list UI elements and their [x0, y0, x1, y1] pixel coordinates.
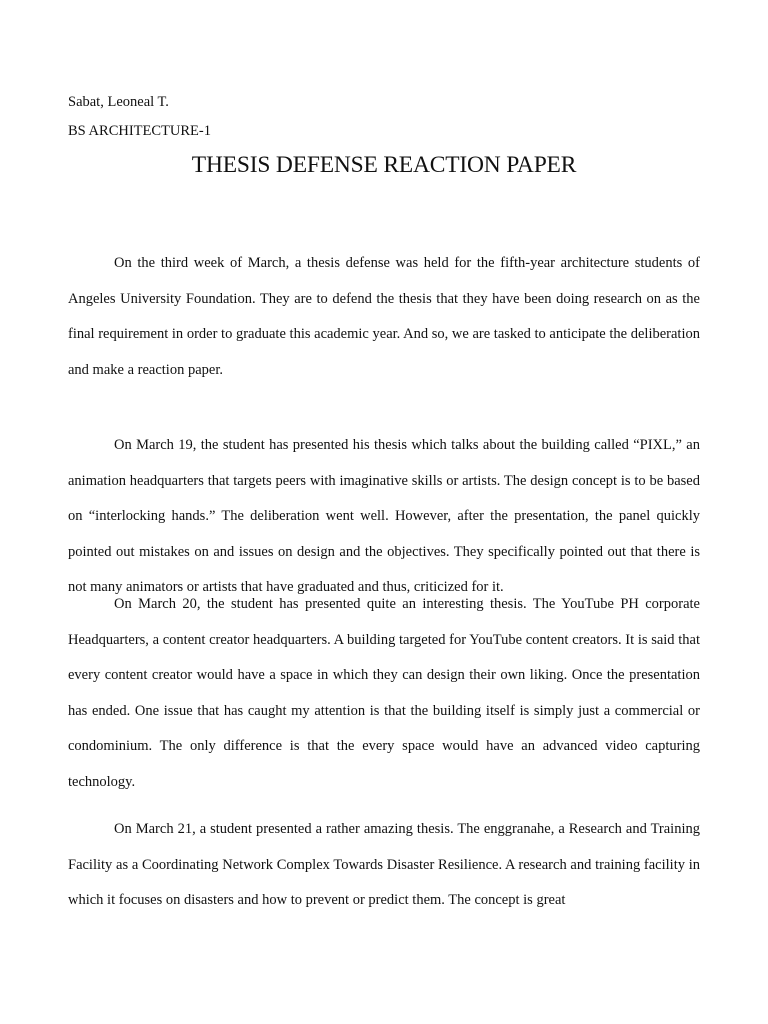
- course-label: BS ARCHITECTURE-1: [68, 123, 211, 139]
- document-title: THESIS DEFENSE REACTION PAPER: [191, 152, 577, 178]
- paragraph-march-19: On March 19, the student has presented his thesis which talks about the building called “PIXL,” an animation headquarters that targets peers with imaginative skills or artists. The design concept is to be based on “interlocking hands.” The deliberation went well. However, after the presentation, the panel quickly pointed out mistakes on and issues on design and the objectives. They specifically pointed out that there is not many animators or artists that have graduated and thus, criticized for it.: [68, 437, 700, 596]
- author-name: Sabat, Leoneal T.: [68, 94, 169, 110]
- paragraph-march-20: On March 20, the student has presented quite an interesting thesis. The YouTube PH corporate Headquarters, a content creator headquarters. A building targeted for YouTube content creators. It is said that every content creator would have a space in which they can design their own liking. Once the presentation has ended. One issue that has caught my attention is that the building itself is simply just a commercial or condominium. The only difference is that the every space would have an advanced video capturing technology.: [68, 596, 700, 790]
- paragraph-march-21: On March 21, a student presented a rather amazing thesis. The enggranahe, a Research and Training Facility as a Coordinating Network Complex Towards Disaster Resilience. A research and training facility in which it focuses on disasters and how to prevent or predict them. The concept is great: [68, 821, 700, 909]
- paragraph-intro: On the third week of March, a thesis defense was held for the fifth-year architecture students of Angeles University Foundation. They are to defend the thesis that they have been doing research on as the final requirement in order to graduate this academic year. And so, we are tasked to anticipate the deliberation and make a reaction paper.: [68, 255, 700, 378]
